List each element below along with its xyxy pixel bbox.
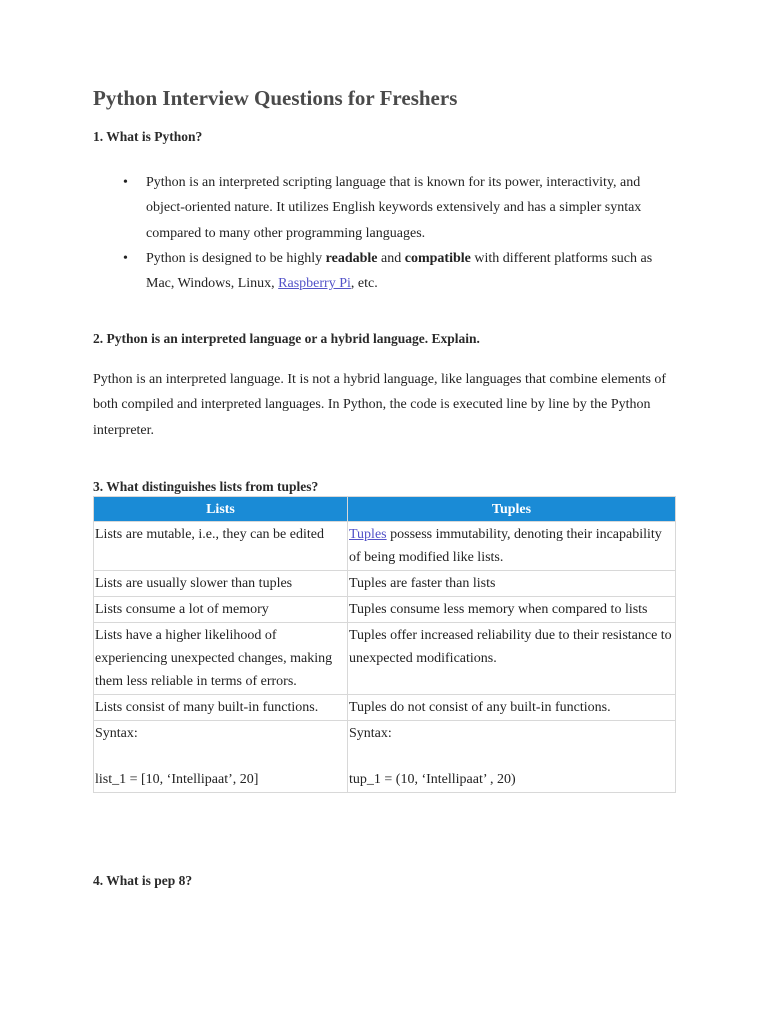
list-item [123,170,674,246]
bullet-text-part: Python is designed to be highly [146,250,326,266]
question-2-paragraph: Python is an interpreted language. It is not a hybrid language, like languages that combine elements of both compiled and interpreted languages. In Python, the code is executed line by line by the Python interpreter. [93,372,667,438]
bullet-text-part: and [377,250,405,266]
tuples-syntax-code: tup_1 = (10, ‘Intellipaat’ , 20) [349,772,516,787]
question-3-heading: 3. What distinguishes lists from tuples? [93,479,319,494]
tuples-syntax-cell [348,721,676,793]
bullet-icon: • [123,250,128,266]
question-1-heading: 1. What is Python? [93,129,203,144]
question-4-heading: 4. What is pep 8? [93,873,193,888]
syntax-label: Syntax: [95,726,138,741]
table-row [94,522,676,571]
lists-cell: Lists are usually slower than tuples [94,571,348,597]
bullet-text: Python is an interpreted scripting language that is known for its power, interactivity, and object-oriented nature. It utilizes English keywords extensively and has a simpler syntax compared to many other programming languages. [146,175,642,241]
lists-syntax-code: list_1 = [10, ‘Intellipaat’, 20] [95,772,259,787]
lists-cell: Lists are mutable, i.e., they can be edited [94,522,348,571]
tuples-cell: Tuples consume less memory when compared to lists [348,597,676,623]
table-row-syntax [94,721,676,793]
bullet-text-part: with different platforms such as Mac, Windows, Linux, [146,250,653,292]
tuples-cell-text: possess immutability, denoting their incapability of being modified like lists. [349,527,662,565]
list-item [123,246,674,297]
bold-compatible: compatible [404,250,471,266]
lists-syntax-cell [94,721,348,793]
table-row [94,623,676,695]
tuples-cell: Tuples are faster than lists [348,571,676,597]
lists-cell: Lists consist of many built-in functions. [94,695,348,721]
syntax-label: Syntax: [349,726,392,741]
bold-readable: readable [325,250,378,266]
tuples-cell: Tuples offer increased reliability due to their resistance to unexpected modifications. [348,623,676,695]
tuples-cell: Tuples do not consist of any built-in functions. [348,695,676,721]
tuples-cell [348,522,676,571]
table-row [94,695,676,721]
column-header-tuples: Tuples [348,497,676,522]
bullet-icon: • [123,175,128,190]
column-header-lists: Lists [94,497,348,522]
table-row [94,597,676,623]
table-header-row [94,497,676,522]
raspberry-pi-link[interactable]: Raspberry Pi [278,276,351,292]
question-1-bullets [123,170,674,296]
lists-cell: Lists have a higher likelihood of experiencing unexpected changes, making them less reliable in terms of errors. [94,623,348,695]
bullet-text-part: , etc. [350,276,378,292]
page-title: Python Interview Questions for Freshers [93,86,458,110]
tuples-link[interactable]: Tuples [349,527,387,542]
lists-vs-tuples-table [93,496,676,793]
lists-cell: Lists consume a lot of memory [94,597,348,623]
question-2-heading: 2. Python is an interpreted language or a hybrid language. Explain. [93,331,480,346]
table-row [94,571,676,597]
